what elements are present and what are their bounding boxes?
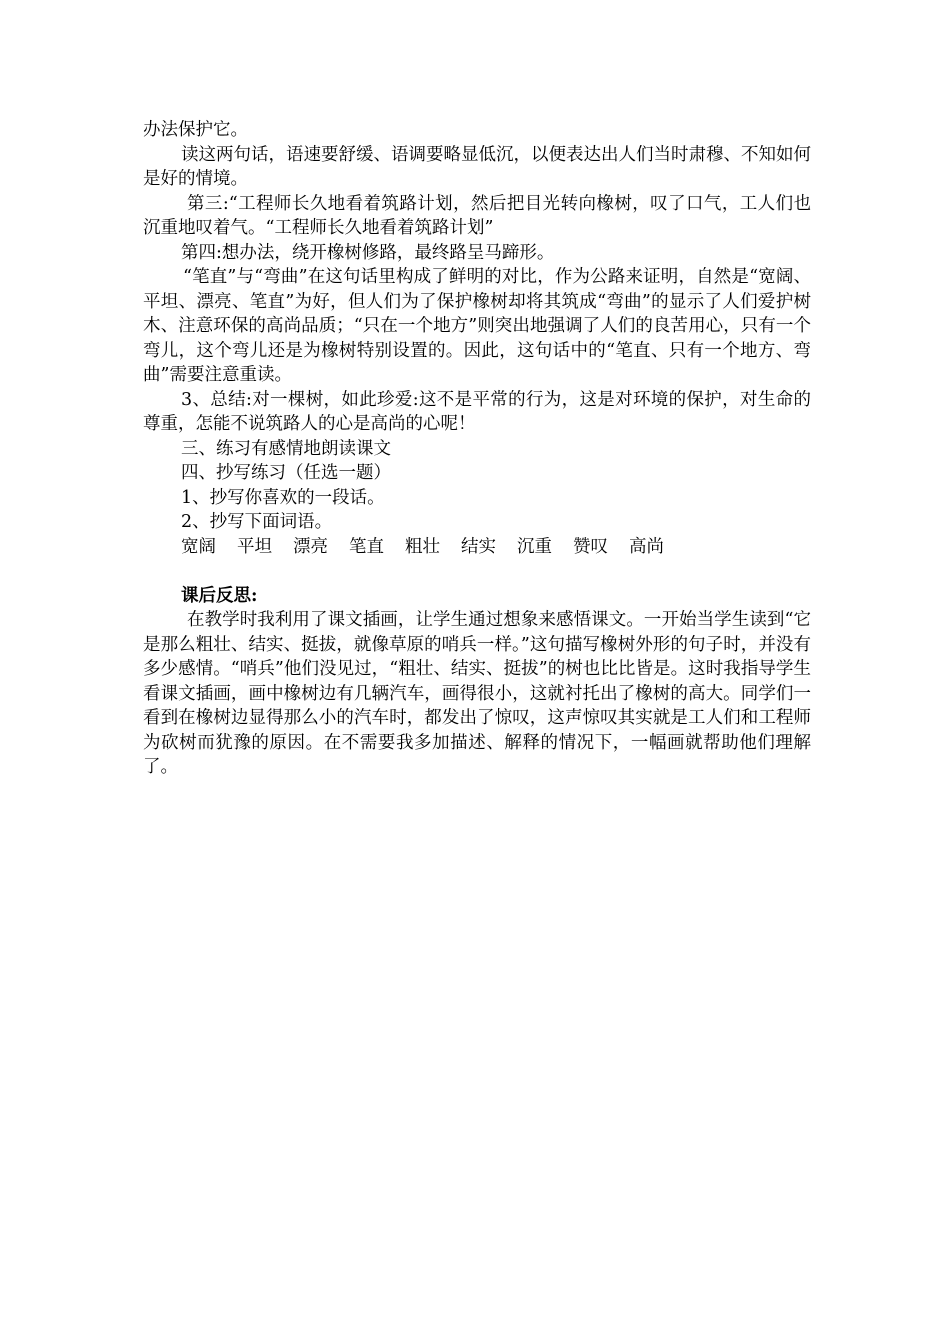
vocabulary-word: 漂亮 <box>293 536 328 557</box>
vocabulary-word: 粗壮 <box>405 536 440 557</box>
vocabulary-word: 沉重 <box>517 536 552 557</box>
vocabulary-word: 宽阔 <box>181 536 216 557</box>
document-page <box>143 118 811 780</box>
paragraph-point-four: 第四:想办法，绕开橡树修路，最终路呈马蹄形。 <box>181 242 555 263</box>
vocabulary-word: 笔直 <box>349 536 384 557</box>
paragraph-point-three: 第三:“工程师长久地看着筑路计划，然后把目光转向橡树，叹了口气，工人们也沉重地叹着气。“工程师长久地看着筑路计划” <box>143 193 811 238</box>
reflection-heading: 课后反思: <box>181 585 258 606</box>
reflection-body: 在教学时我利用了课文插画，让学生通过想象来感悟课文。一开始当学生读到“它是那么粗壮、结实、挺拔，就像草原的哨兵一样。”这句描写橡树外形的句子时，并没有多少感情。“哨兵”他们没见过，“粗壮、结实、挺拔”的树也比比皆是。这时我指导学生看课文插画，画中橡树边有几辆汽车，画得很小，这就衬托出了橡树的高大。同学们一看到在橡树边显得那么小的汽车时，都发出了惊叹，这声惊叹其实就是工人们和工程师为砍树而犹豫的原因。在不需要我多加描述、解释的情况下，一幅画就帮助他们理解了。 <box>143 610 811 777</box>
vocabulary-word-list <box>143 535 811 560</box>
vocabulary-word: 赞叹 <box>573 536 608 557</box>
exercise-item-one: 1、抄写你喜欢的一段话。 <box>181 487 385 508</box>
vocabulary-word: 高尚 <box>629 536 664 557</box>
section-heading-copy-practice: 四、抄写练习（任选一题） <box>181 463 391 483</box>
paragraph-reading-guidance: 读这两句话，语速要舒缓、语调要略显低沉，以便表达出人们当时肃穆、不知如何是好的情境。 <box>143 144 811 189</box>
spacer <box>143 559 811 584</box>
paragraph-continuation: 办法保护它。 <box>143 120 248 140</box>
vocabulary-word: 平坦 <box>237 536 272 557</box>
exercise-item-two: 2、抄写下面词语。 <box>181 512 333 532</box>
paragraph-summary: 3、总结:对一棵树，如此珍爱:这不是平常的行为，这是对环境的保护，对生命的尊重，怎能不说筑路人的心是高尚的心呢！ <box>143 389 811 434</box>
vocabulary-word: 结实 <box>461 536 496 557</box>
section-heading-reading-practice: 三、练习有感情地朗读课文 <box>181 438 391 459</box>
paragraph-contrast-analysis: “笔直”与“弯曲”在这句话里构成了鲜明的对比，作为公路来证明，自然是“宽阔、平坦、漂亮、笔直”为好，但人们为了保护橡树却将其筑成“弯曲”的显示了人们爱护树木、注意环保的高尚品质；“只在一个地方”则突出地强调了人们的良苦用心，只有一个弯儿，这个弯儿还是为橡树特别设置的。因此，这句话中的“笔直、只有一个地方、弯曲”需要注意重读。 <box>143 267 811 385</box>
